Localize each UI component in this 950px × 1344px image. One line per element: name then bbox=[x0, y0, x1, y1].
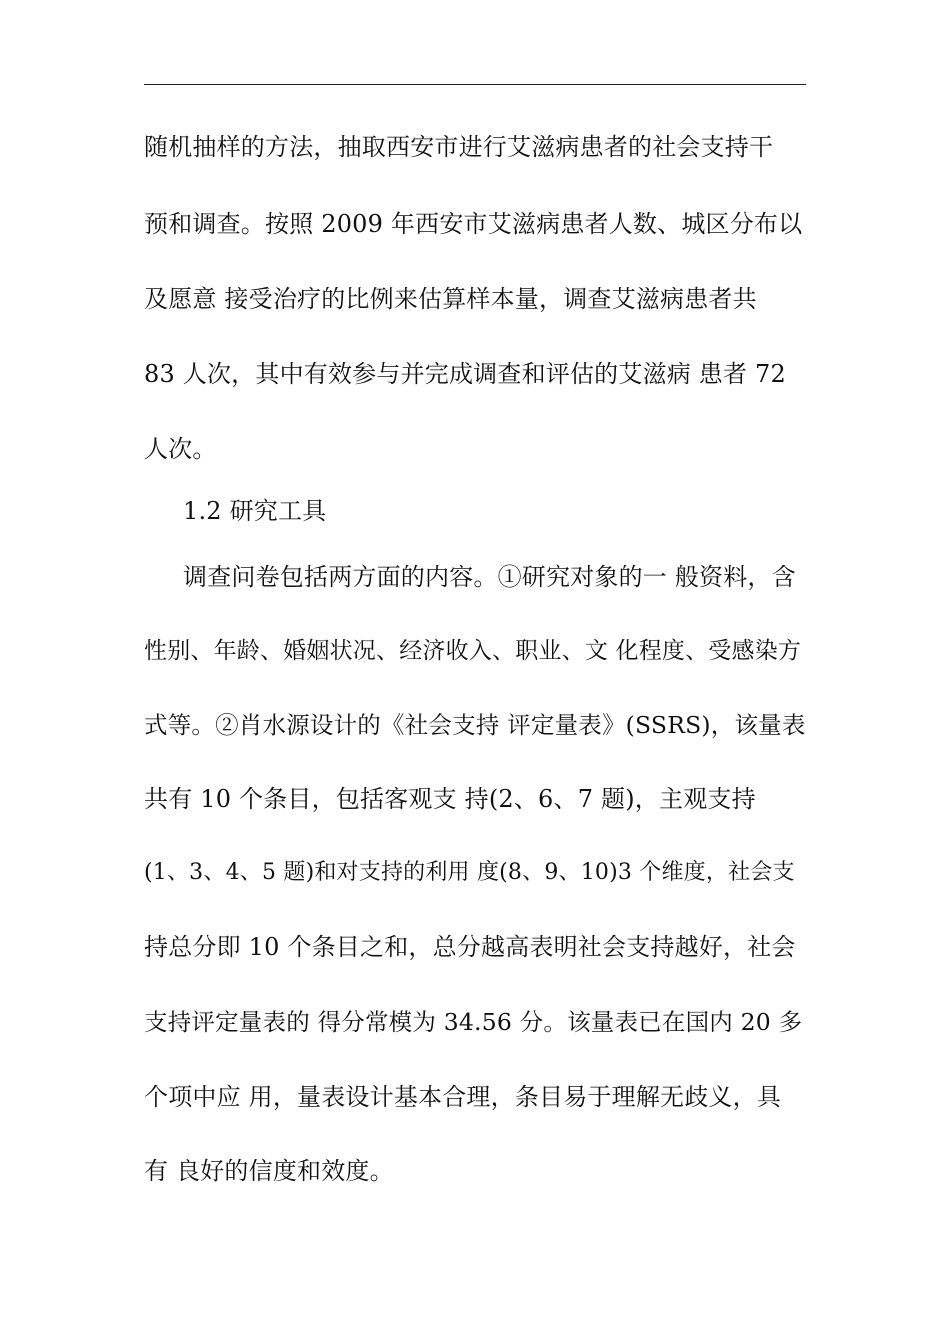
header-rule bbox=[144, 84, 806, 85]
paragraph-line: 个项中应 用，量表设计基本合理，条目易于理解无歧义，具 bbox=[144, 1083, 782, 1111]
paragraph-line: 有 良好的信度和效度。 bbox=[144, 1157, 394, 1185]
paragraph-line: 人次。 bbox=[144, 435, 217, 463]
paragraph-line: 随机抽样的方法，抽取西安市进行艾滋病患者的社会支持干 bbox=[144, 133, 774, 161]
paragraph-line: 预和调查。按照 2009 年西安市艾滋病患者人数、城区分布以 bbox=[144, 210, 803, 238]
paragraph-line: 性别、年龄、婚姻状况、经济收入、职业、文 化程度、受感染方 bbox=[144, 638, 802, 664]
paragraph-line: 持总分即 10 个条目之和，总分越高表明社会支持越好，社会 bbox=[144, 933, 796, 961]
paragraph-line: (1、3、4、5 题)和对支持的利用 度(8、9、10)3 个维度，社会支 bbox=[144, 860, 795, 885]
paragraph-line: 共有 10 个条目，包括客观支 持(2、6、7 题)，主观支持 bbox=[144, 785, 756, 813]
paragraph-line: 调查问卷包括两方面的内容。①研究对象的一 般资料，含 bbox=[183, 563, 796, 591]
paragraph-line: 及愿意 接受治疗的比例来估算样本量，调查艾滋病患者共 bbox=[144, 285, 757, 313]
paragraph-line: 支持评定量表的 得分常模为 34.56 分。该量表已在国内 20 多 bbox=[144, 1008, 803, 1036]
section-heading: 1.2 研究工具 bbox=[183, 497, 327, 525]
paragraph-line: 式等。②肖水源设计的《社会支持 评定量表》(SSRS)，该量表 bbox=[144, 711, 806, 739]
paragraph-line: 83 人次，其中有效参与并完成调查和评估的艾滋病 患者 72 bbox=[144, 360, 786, 388]
